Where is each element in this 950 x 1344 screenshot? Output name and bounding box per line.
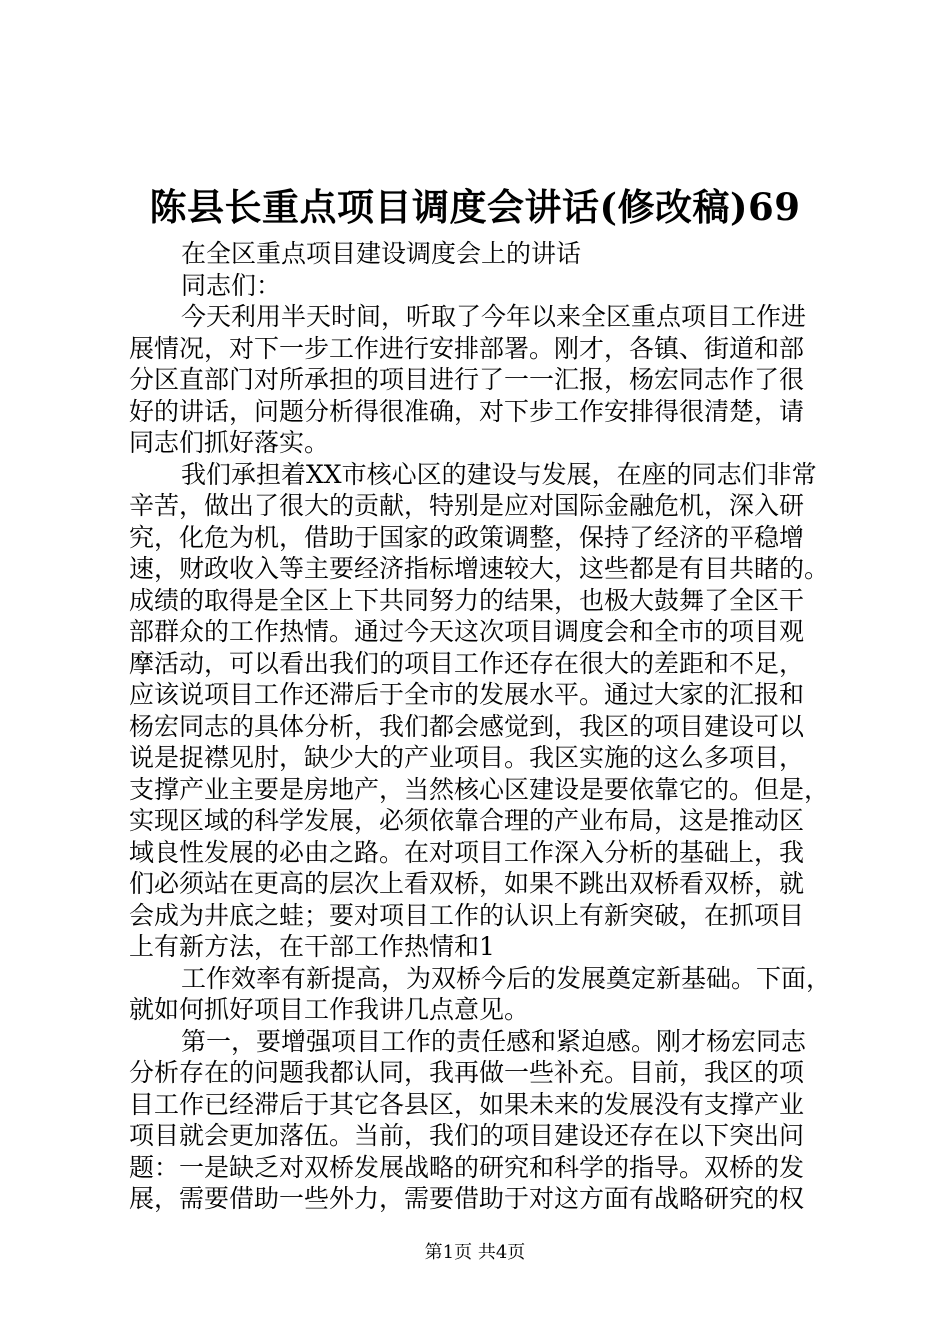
text-line: 目工作已经滞后于其它各县区，如果未来的发展没有支撑产业 xyxy=(129,1089,805,1119)
text-line: 说是捉襟见肘，缺少大的产业项目。我区实施的这么多项目， xyxy=(129,743,805,772)
text-line: 项目就会更加落伍。当前，我们的项目建设还存在以下突出问 xyxy=(129,1121,805,1150)
text-line: 摩活动，可以看出我们的项目工作还存在很大的差距和不足， xyxy=(129,648,805,678)
page-footer: 第1页 共4页 xyxy=(424,1242,526,1263)
text-line: 成绩的取得是全区上下共同努力的结果，也极大鼓舞了全区干 xyxy=(129,585,805,615)
text-line: 题：一是缺乏对双桥发展战略的研究和科学的指导。双桥的发 xyxy=(129,1152,805,1182)
text-line: 支撑产业主要是房地产，当然核心区建设是要依靠它的。但是， xyxy=(129,774,830,804)
text-line: 上有新方法，在干部工作热情和1 xyxy=(129,932,495,961)
text-line: 就如何抓好项目工作我讲几点意见。 xyxy=(129,995,530,1024)
text-line: 同志们抓好落实。 xyxy=(129,428,330,457)
text-line: 我们承担着XX市核心区的建设与发展，在座的同志们非常 xyxy=(181,459,817,489)
text-line: 同志们： xyxy=(181,270,282,300)
text-line: 速，财政收入等主要经济指标增速较大，这些都是有目共睹的。 xyxy=(129,554,830,583)
text-line: 展，需要借助一些外力，需要借助于对这方面有战略研究的权 xyxy=(129,1184,805,1213)
text-line: 展情况，对下一步工作进行安排部署。刚才，各镇、街道和部 xyxy=(129,333,805,363)
document-body xyxy=(129,238,835,1215)
text-line: 今天利用半天时间，听取了今年以来全区重点项目工作进 xyxy=(181,302,807,331)
text-line: 第一，要增强项目工作的责任感和紧迫感。刚才杨宏同志 xyxy=(181,1026,807,1056)
text-line: 应该说项目工作还滞后于全市的发展水平。通过大家的汇报和 xyxy=(129,680,805,709)
text-line: 分区直部门对所承担的项目进行了一一汇报，杨宏同志作了很 xyxy=(129,365,805,394)
text-line: 会成为井底之蛙；要对项目工作的认识上有新突破，在抓项目 xyxy=(129,900,805,930)
text-line: 域良性发展的必由之路。在对项目工作深入分析的基础上，我 xyxy=(129,837,805,867)
text-line: 们必须站在更高的层次上看双桥，如果不跳出双桥看双桥，就 xyxy=(129,869,805,898)
text-line: 在全区重点项目建设调度会上的讲话 xyxy=(181,239,582,268)
text-line: 辛苦，做出了很大的贡献，特别是应对国际金融危机，深入研 xyxy=(129,491,805,520)
text-line: 究，化危为机，借助于国家的政策调整，保持了经济的平稳增 xyxy=(129,522,805,552)
document-title: 陈县长重点项目调度会讲话(修改稿)69 xyxy=(149,185,801,229)
text-line: 好的讲话，问题分析得很准确，对下步工作安排得很清楚，请 xyxy=(129,396,805,426)
text-line: 工作效率有新提高，为双桥今后的发展奠定新基础。下面， xyxy=(181,963,832,993)
text-line: 实现区域的科学发展，必须依靠合理的产业布局，这是推动区 xyxy=(129,806,805,835)
text-line: 部群众的工作热情。通过今天这次项目调度会和全市的项目观 xyxy=(129,617,805,646)
text-line: 杨宏同志的具体分析，我们都会感觉到，我区的项目建设可以 xyxy=(129,711,805,741)
text-line: 分析存在的问题我都认同，我再做一些补充。目前，我区的项 xyxy=(129,1058,805,1087)
